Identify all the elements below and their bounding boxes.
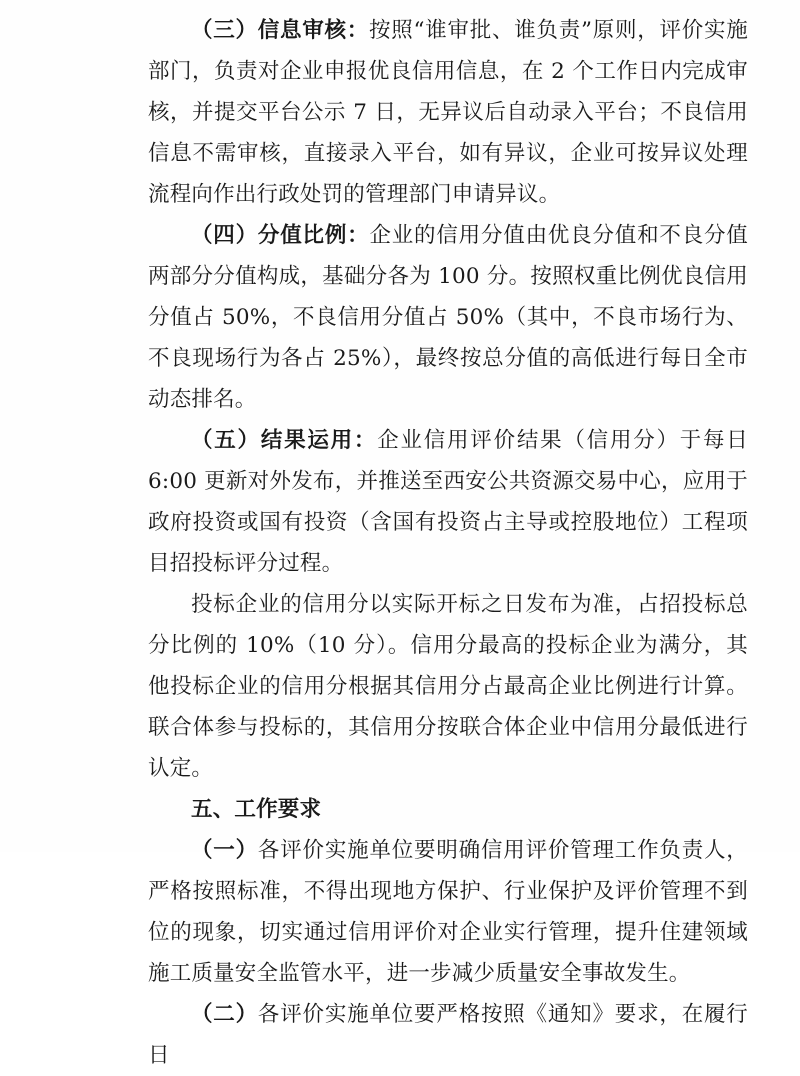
section-heading-work-requirements: 五、工作要求 bbox=[191, 797, 322, 822]
paragraph-lead: （一） bbox=[191, 838, 258, 863]
paragraph-req-2 bbox=[148, 994, 748, 1076]
paragraph-text: 按照“谁审批、谁负责”原则，评价实施部门，负责对企业申报优良信用信息，在 2 个工作日内完成审核，并提交平台公示 7 日，无异议后自动录入平台；不良信用信息不需审核，直接录入平台，如有异议，企业可按异议处理流程向作出行政处罚的管理部门申请异议。 bbox=[148, 18, 748, 207]
paragraph-lead: （四）分值比例： bbox=[191, 223, 370, 248]
paragraph-text: 企业的信用分值由优良分值和不良分值两部分分值构成，基础分各为 100 分。按照权重比例优良信用分值占 50%，不良信用分值占 50%（其中，不良市场行为、不良现场行为各占 25%），最终按总分值的高低进行每日全市动态排名。 bbox=[148, 223, 748, 412]
paragraph-sec-5-results-use bbox=[148, 420, 748, 584]
paragraph-text: 投标企业的信用分以实际开标之日发布为准，占招投标总分比例的 10%（10 分）。信用分最高的投标企业为满分，其他投标企业的信用分根据其信用分占最高企业比例进行计算。联合体参与投标的，其信用分按联合体企业中信用分最低进行认定。 bbox=[148, 592, 748, 781]
paragraph-sec-3-review bbox=[148, 10, 748, 215]
paragraph-lead: （二） bbox=[191, 1002, 258, 1027]
paragraph-text: 各评价实施单位要明确信用评价管理工作负责人，严格按照标准，不得出现地方保护、行业保护及评价管理不到位的现象，切实通过信用评价对企业实行管理，提升住建领域施工质量安全监管水平，进一步减少质量安全事故发生。 bbox=[148, 838, 748, 986]
paragraph-text: 企业信用评价结果（信用分）于每日 6:00 更新对外发布，并推送至西安公共资源交易中心，应用于政府投资或国有投资（含国有投资占主导或控股地位）工程项目招投标评分过程。 bbox=[148, 428, 749, 576]
paragraph-bid-credit-score bbox=[148, 584, 748, 789]
paragraph-lead: （五）结果运用： bbox=[191, 428, 378, 453]
document-body bbox=[148, 10, 748, 1076]
paragraph-req-1 bbox=[148, 830, 748, 994]
paragraph-sec-4-score-ratio bbox=[148, 215, 748, 420]
paragraph-lead: （三）信息审核： bbox=[191, 18, 370, 43]
paragraph-text: 各评价实施单位要严格按照《通知》要求，在履行日 bbox=[148, 1002, 748, 1068]
